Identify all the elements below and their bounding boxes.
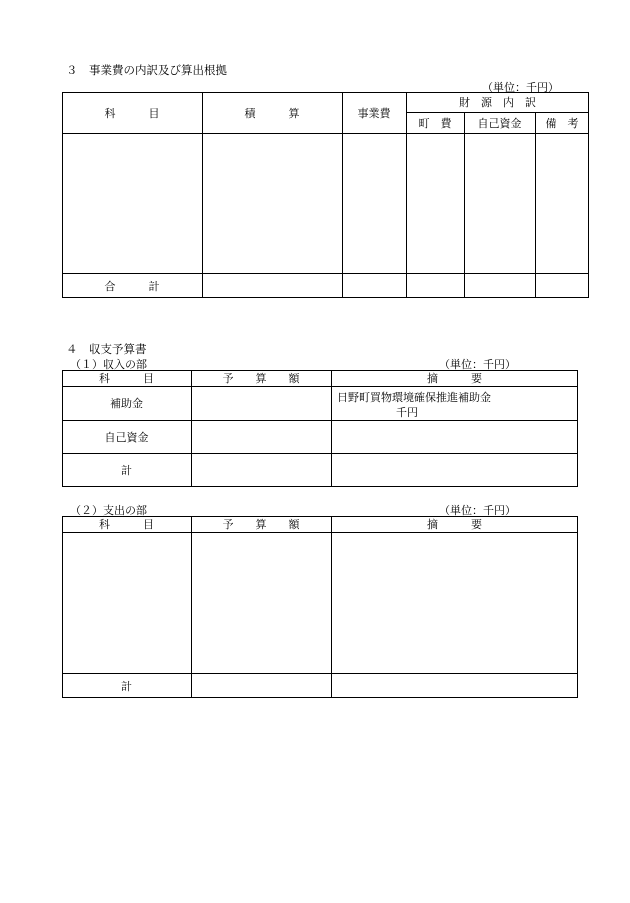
income-row-own-funds-item: 自己資金 xyxy=(104,430,149,444)
header-remarks: 備 考 xyxy=(545,116,579,130)
income-row-total-item: 計 xyxy=(121,464,132,477)
income-header-summary: 摘 要 xyxy=(427,372,482,385)
expense-unit-label: （単位：千円） xyxy=(439,504,516,517)
expense-header-summary: 摘 要 xyxy=(427,518,482,531)
total-label: 合 計 xyxy=(104,279,160,293)
income-title: （１）収入の部 xyxy=(70,358,147,371)
income-header-budget: 予 算 額 xyxy=(222,372,300,385)
header-funding-breakdown: 財 源 内 訳 xyxy=(459,96,536,109)
header-town-expense: 町 費 xyxy=(418,116,452,130)
header-own-funds: 自己資金 xyxy=(477,116,522,130)
expense-table-frame xyxy=(62,516,578,698)
income-unit-label: （単位：千円） xyxy=(439,358,516,371)
section3-heading: ３ 事業費の内訳及び算出根拠 xyxy=(66,63,227,77)
income-header-item: 科 目 xyxy=(99,372,154,385)
section4-heading: ４ 収支予算書 xyxy=(66,342,147,356)
income-row-subsidy-item: 補助金 xyxy=(110,397,143,410)
expense-header-item: 科 目 xyxy=(99,518,154,531)
header-project-cost: 事業費 xyxy=(357,106,391,120)
income-row-subsidy-summary-line2: 千円 xyxy=(396,406,418,419)
header-item: 科 目 xyxy=(104,106,160,120)
header-calculation: 積 算 xyxy=(244,106,300,120)
section3-unit-label: （単位：千円） xyxy=(482,81,559,94)
expense-title: （２）支出の部 xyxy=(70,504,147,517)
expense-header-budget: 予 算 額 xyxy=(222,518,300,531)
income-row-subsidy-summary-line1: 日野町買物環境確保推進補助金 xyxy=(337,391,491,404)
expense-total-label: 計 xyxy=(121,679,132,693)
